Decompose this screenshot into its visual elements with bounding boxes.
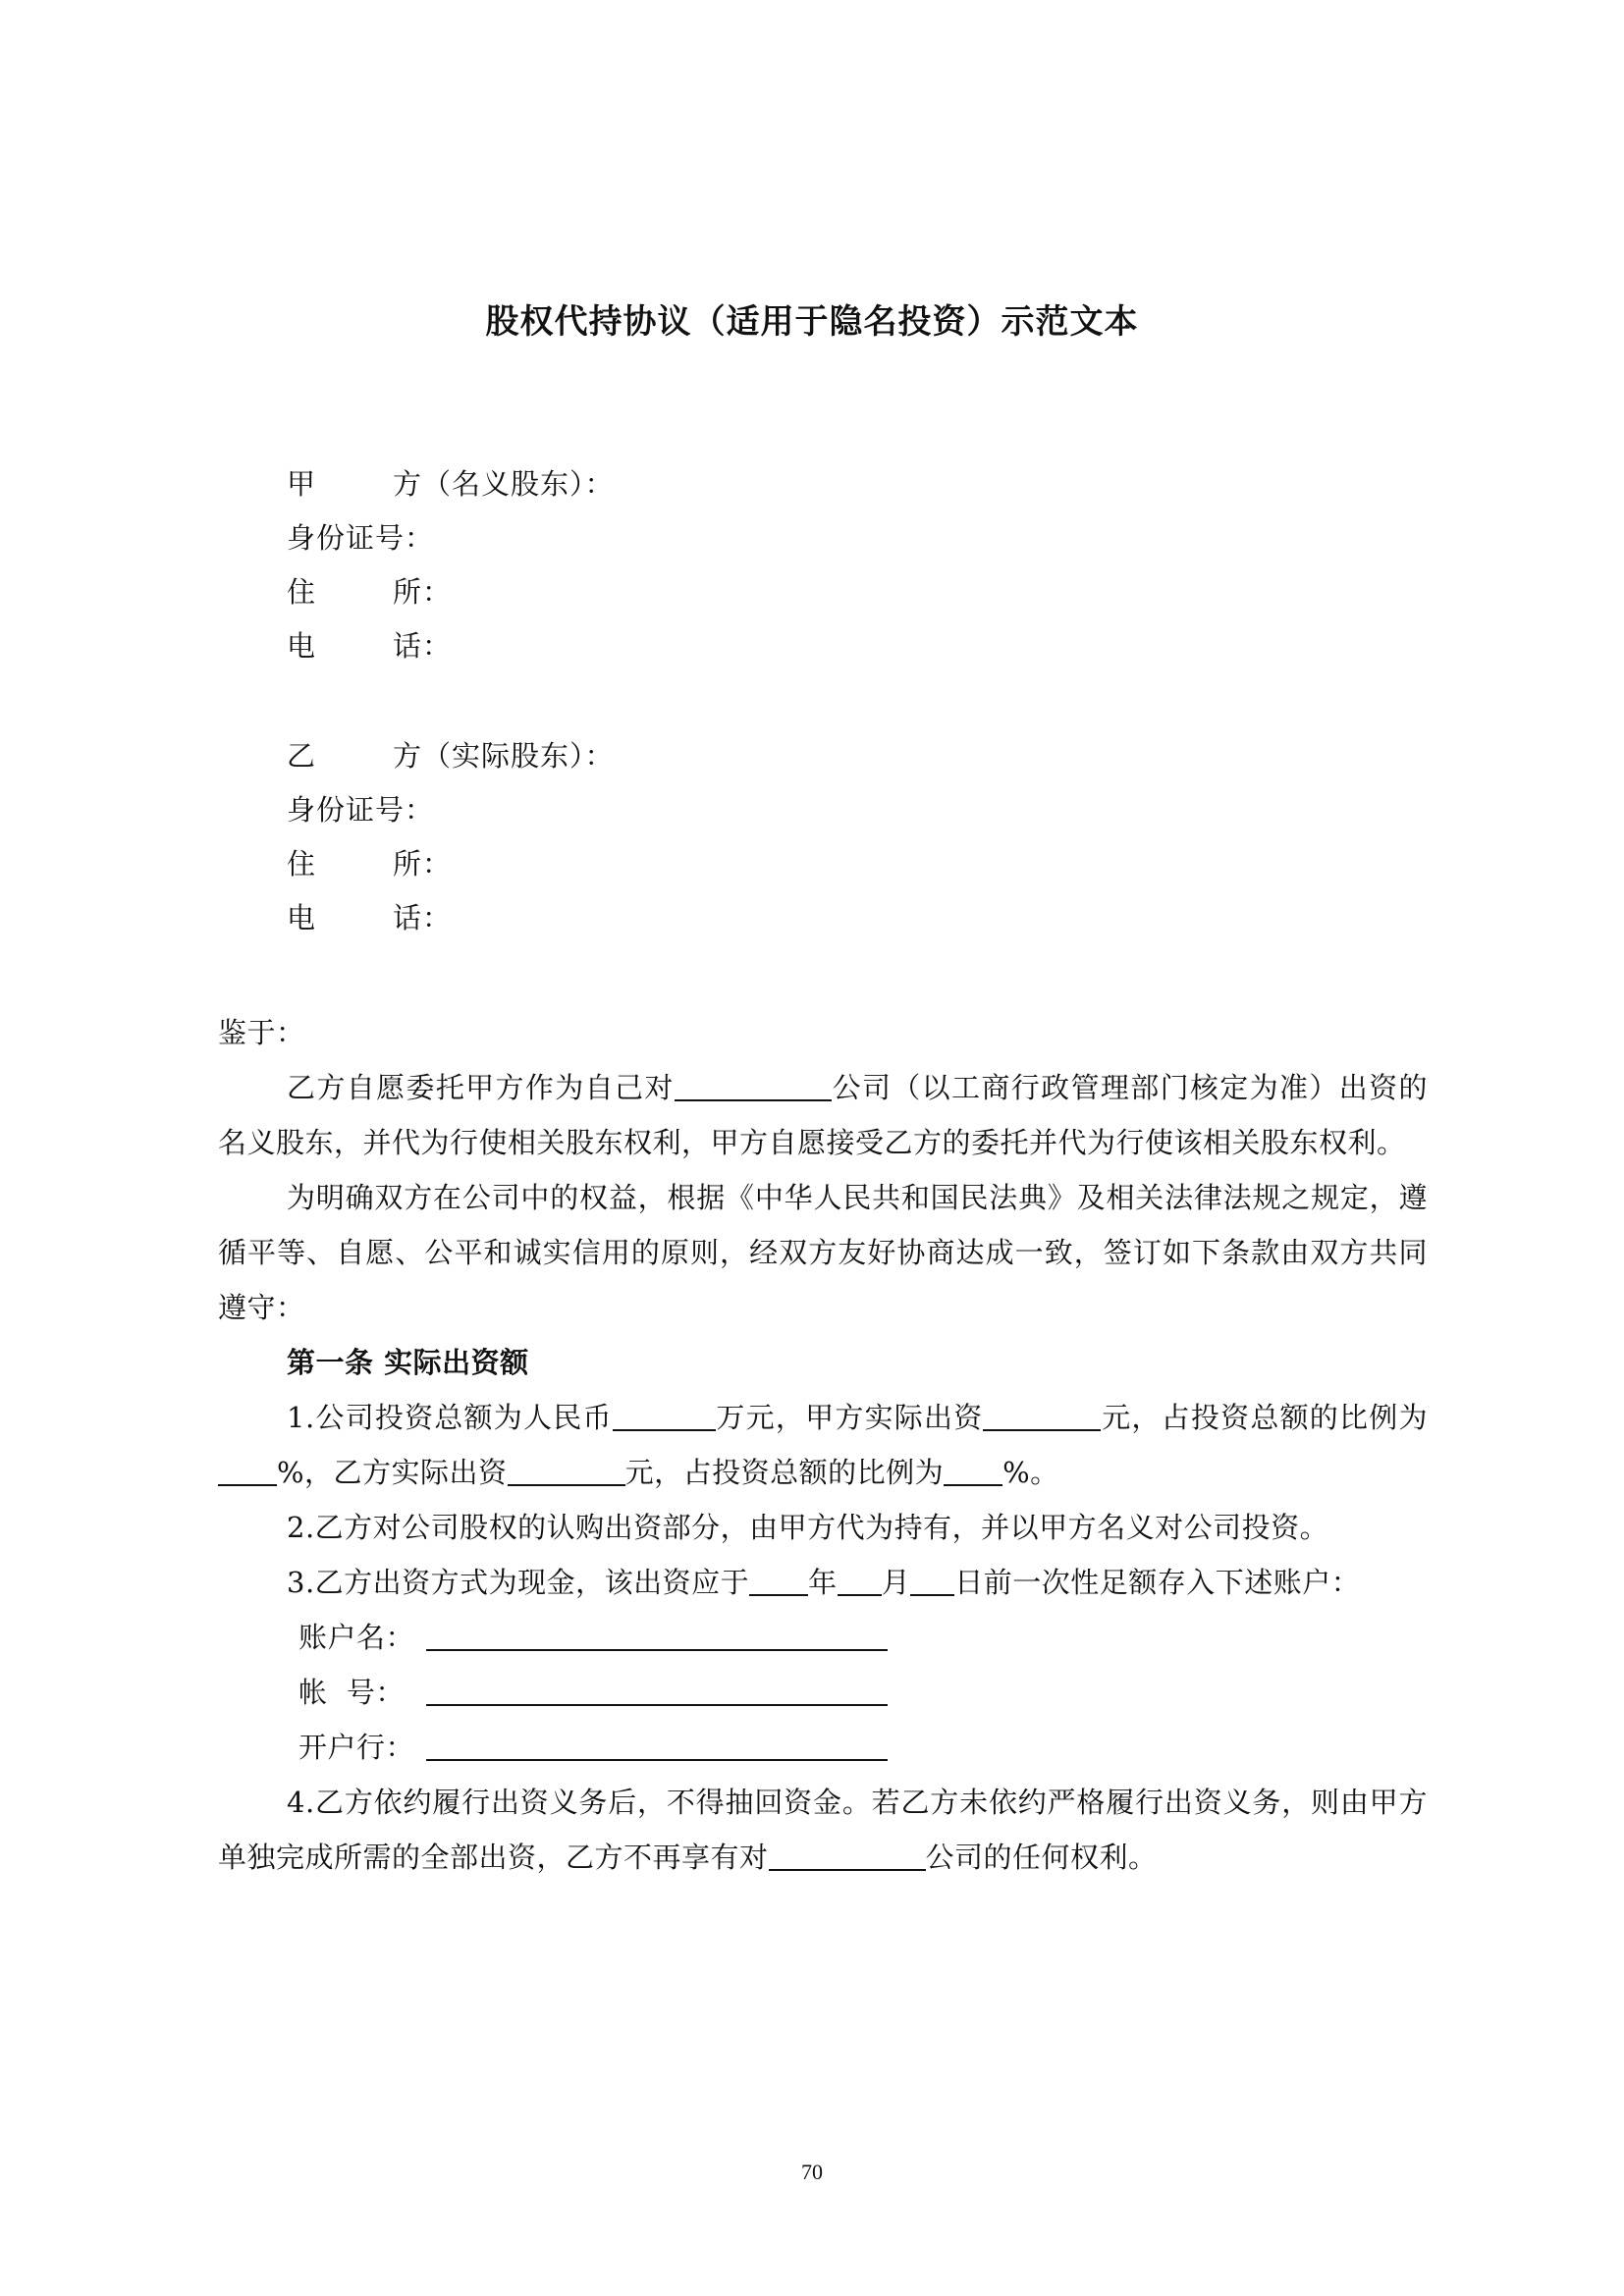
whereas-p1-text-b: 公司（以工商行政管理部门核定为准）出资的名义股东，并代为行使相关股东权利，甲方自愿接受乙方的委托并代为行使该相关股东权利。 xyxy=(218,1071,1428,1159)
account-number-blank[interactable] xyxy=(426,1675,888,1706)
clause-1-1 xyxy=(218,1390,1428,1500)
bank-row xyxy=(218,1720,1428,1775)
party-a-address-row xyxy=(287,565,615,619)
party-b-amount-blank[interactable] xyxy=(508,1455,625,1486)
whereas-paragraph-1 xyxy=(218,1060,1428,1170)
party-a-block xyxy=(287,457,615,673)
clause-1-4-text-b: 公司的任何权利。 xyxy=(925,1841,1158,1874)
party-a-phone-row xyxy=(287,619,615,673)
clause-1-1-text-d: %，乙方实际出资 xyxy=(277,1456,508,1489)
page-number: 70 xyxy=(801,2160,823,2184)
clause-1-3 xyxy=(218,1555,1428,1610)
party-a-char: 甲 xyxy=(287,467,316,501)
party-a-phone-label: 话： xyxy=(393,629,453,663)
clause-1-2: 2.乙方对公司股权的认购出资部分，由甲方代为持有，并以甲方名义对公司投资。 xyxy=(287,1511,1329,1544)
party-a-id-row xyxy=(287,511,615,565)
party-a-ratio-blank[interactable] xyxy=(218,1455,277,1486)
clause-1-1-text-b: 万元，甲方实际出资 xyxy=(715,1401,984,1434)
clause-1-4-text-a: 4.乙方依约履行出资义务后，不得抽回资金。若乙方未依约严格履行出资义务，则由甲方单独完成所需的全部出资，乙方不再享有对 xyxy=(218,1786,1428,1874)
party-a-id-label: 身份证号： xyxy=(287,521,435,555)
party-b-id-row xyxy=(287,783,615,837)
clause-1-1-text-a: 1.公司投资总额为人民币 xyxy=(287,1401,613,1434)
party-b-block xyxy=(287,729,615,945)
whereas-p1-text-a: 乙方自愿委托甲方作为自己对 xyxy=(287,1071,675,1104)
party-b-phone-label: 话： xyxy=(393,901,453,934)
party-b-phone-char: 电 xyxy=(287,901,316,934)
party-a-address-label: 所： xyxy=(393,575,453,609)
account-number-label: 帐 号： xyxy=(298,1676,405,1709)
month-label: 月 xyxy=(881,1566,911,1599)
article-1-heading: 第一条 实际出资额 xyxy=(287,1346,529,1379)
day-blank[interactable] xyxy=(910,1565,954,1596)
whereas-heading: 鉴于： xyxy=(218,1016,305,1049)
party-b-char: 乙 xyxy=(287,739,316,773)
document-title: 股权代持协议（适用于隐名投资）示范文本 xyxy=(485,302,1139,342)
clause-1-3-text-a: 3.乙方出资方式为现金，该出资应于 xyxy=(287,1566,750,1599)
party-a-phone-char: 电 xyxy=(287,629,316,663)
account-name-blank[interactable] xyxy=(426,1620,888,1651)
whereas-paragraph-2: 为明确双方在公司中的权益，根据《中华人民共和国民法典》及相关法律法规之规定，遵循平等、自愿、公平和诚实信用的原则，经双方友好协商达成一致，签订如下条款由双方共同遵守： xyxy=(218,1181,1428,1324)
company-name-blank[interactable] xyxy=(675,1070,832,1101)
party-b-address-char: 住 xyxy=(287,847,316,881)
clause-1-1-text-c: 元，占投资总额的比例为 xyxy=(1101,1401,1428,1434)
party-b-label: 方（实际股东）： xyxy=(393,739,615,773)
party-b-ratio-blank[interactable] xyxy=(944,1455,1002,1486)
clause-1-3-text-d: 日前一次性足额存入下述账户： xyxy=(954,1566,1361,1599)
party-b-id-label: 身份证号： xyxy=(287,793,435,827)
account-name-label: 账户名： xyxy=(298,1621,415,1654)
party-b-name-row xyxy=(287,729,615,783)
month-blank[interactable] xyxy=(838,1565,882,1596)
clause-1-1-text-f: %。 xyxy=(1002,1456,1059,1489)
clause-1-1-text-e: 元，占投资总额的比例为 xyxy=(624,1456,945,1489)
account-name-row xyxy=(218,1610,1428,1665)
agreement-body xyxy=(218,1005,1428,1885)
party-b-address-label: 所： xyxy=(393,847,453,881)
year-blank[interactable] xyxy=(749,1565,808,1596)
bank-blank[interactable] xyxy=(426,1730,888,1761)
party-a-address-char: 住 xyxy=(287,575,316,609)
party-a-label: 方（名义股东）： xyxy=(393,467,615,501)
company-name-blank-2[interactable] xyxy=(769,1840,926,1871)
clause-1-4 xyxy=(218,1775,1428,1885)
party-a-amount-blank[interactable] xyxy=(983,1400,1101,1431)
party-b-phone-row xyxy=(287,891,615,945)
year-label: 年 xyxy=(808,1566,838,1599)
party-a-name-row xyxy=(287,457,615,511)
party-b-address-row xyxy=(287,837,615,891)
bank-label: 开户行： xyxy=(298,1731,415,1764)
total-investment-blank[interactable] xyxy=(613,1400,716,1431)
account-number-row xyxy=(218,1665,1428,1720)
